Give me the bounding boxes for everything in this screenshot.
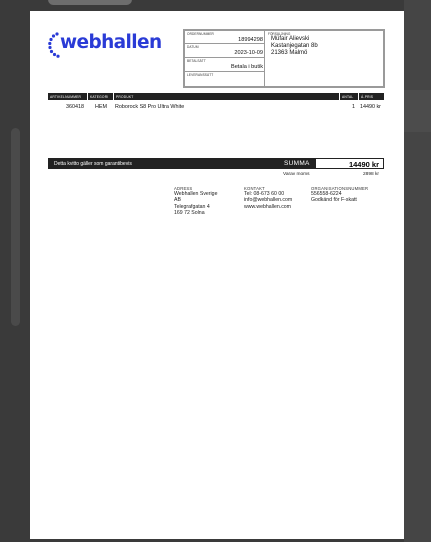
row-product: Roborock S8 Pro Ultra White bbox=[115, 104, 185, 110]
col-price: Á-PRIS bbox=[361, 94, 374, 99]
col-category: KATEGORI bbox=[90, 94, 109, 99]
toolbar-pill[interactable] bbox=[48, 0, 132, 5]
footer-contact bbox=[244, 186, 292, 210]
org-number: 556558-6224 bbox=[311, 191, 342, 197]
payment-method: Betala i butik bbox=[230, 64, 263, 70]
col-product: PRODUKT bbox=[116, 94, 134, 99]
row-article: 360418 bbox=[66, 104, 84, 110]
org-label: ORGANISATIONSNUMMER bbox=[311, 186, 369, 191]
address-line: Telegrafgatan 4 bbox=[174, 203, 210, 210]
vat-amount: 2898 kr bbox=[363, 172, 379, 177]
contact-phone: Tel: 08-673 60 00 bbox=[244, 191, 285, 197]
row-qty: 1 bbox=[352, 104, 355, 110]
customer-name: Müfair Alievski bbox=[271, 36, 310, 42]
contact-website[interactable]: www.webhallen.com bbox=[244, 203, 291, 210]
order-date: 2023-10-09 bbox=[234, 50, 263, 56]
customer-label: FÖRSÄLJNING bbox=[268, 32, 291, 36]
address-line: AB bbox=[174, 197, 181, 204]
items-table-header bbox=[48, 93, 384, 100]
right-panel-band bbox=[404, 90, 431, 132]
row-category: HEM bbox=[95, 104, 107, 110]
order-number-label: ORDERNUMMER bbox=[187, 32, 214, 36]
customer-block bbox=[267, 31, 383, 86]
delivery-cell bbox=[185, 72, 265, 86]
contact-email[interactable]: info@webhallen.com bbox=[244, 197, 293, 204]
customer-city: 21363 Malmö bbox=[271, 50, 308, 56]
right-panel bbox=[404, 0, 431, 542]
logo-wordmark: webhallen bbox=[60, 32, 162, 53]
customer-street: Kastanjegatan 8b bbox=[271, 43, 318, 49]
order-info-box bbox=[183, 29, 385, 88]
sum-box bbox=[316, 159, 383, 168]
payment-label: BETALSÄTT bbox=[187, 59, 206, 63]
summary-bar bbox=[48, 158, 384, 169]
org-tax-note: Godkänd för F-skatt bbox=[311, 197, 357, 204]
order-number-cell bbox=[185, 31, 265, 44]
address-label: ADRESS bbox=[174, 186, 193, 191]
col-qty: ANTAL bbox=[342, 94, 354, 99]
payment-cell bbox=[185, 58, 265, 72]
delivery-label: LEVERANSSÄTT bbox=[187, 73, 214, 77]
address-line: Webhallen Sverige bbox=[174, 191, 218, 197]
row-price: 14490 kr bbox=[360, 104, 381, 110]
sum-total: 14490 kr bbox=[348, 159, 379, 169]
sum-label: SUMMA bbox=[284, 160, 310, 167]
footer-address bbox=[174, 186, 217, 217]
order-info-column bbox=[185, 31, 265, 86]
date-label: DATUM bbox=[187, 45, 199, 49]
vat-label: Varav moms bbox=[283, 172, 310, 177]
contact-label: KONTAKT bbox=[244, 186, 265, 191]
webhallen-logo bbox=[48, 31, 162, 63]
receipt-page bbox=[30, 11, 404, 539]
footer-org bbox=[311, 186, 368, 204]
col-article: ARTIKELNUMMER bbox=[50, 94, 82, 99]
side-scrollbar[interactable] bbox=[11, 128, 20, 326]
address-line: 169 72 Solna bbox=[174, 210, 205, 217]
date-cell bbox=[185, 44, 265, 58]
order-number: 18994298 bbox=[238, 36, 263, 43]
warranty-note: Detta kvitto gäller som garantibevis bbox=[54, 160, 132, 167]
